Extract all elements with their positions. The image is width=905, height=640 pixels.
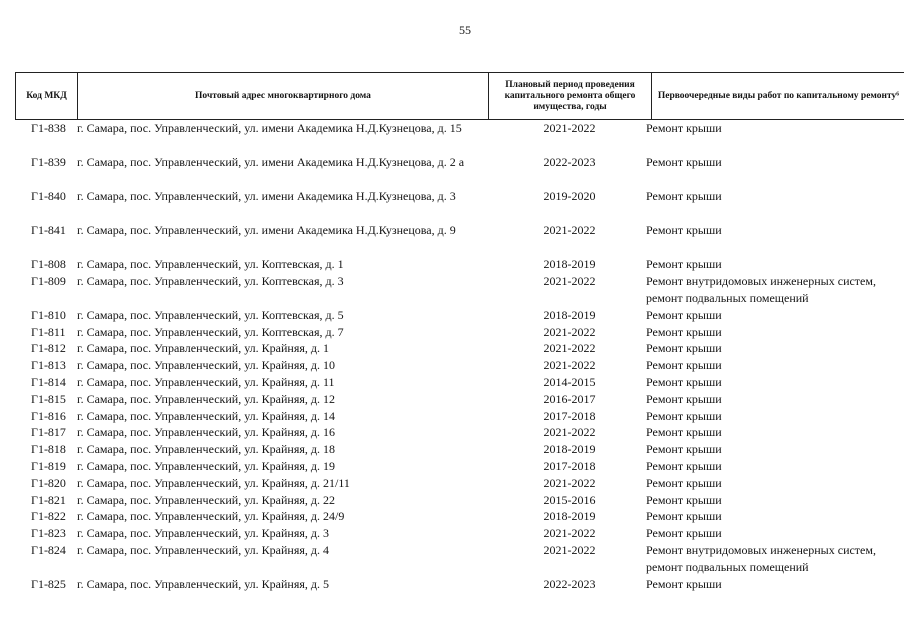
cell-address: г. Самара, пос. Управленческий, ул. Коптевская, д. 3 [77, 273, 344, 288]
cell-address: г. Самара, пос. Управленческий, ул. Крайняя, д. 22 [77, 492, 335, 507]
header-period: Плановый период проведения капитального ремонта общего имущества, годы [489, 73, 652, 119]
cell-code: Г1-838 [31, 121, 66, 135]
table-body [15, 120, 904, 593]
table-row [15, 525, 904, 542]
cell-code: Г1-811 [31, 324, 66, 339]
cell-work: Ремонт крыши [646, 425, 722, 440]
cell-period: 2021-2022 [543, 542, 596, 557]
cell-code: Г1-825 [31, 576, 66, 591]
cell-address: г. Самара, пос. Управленческий, ул. Крайняя, д. 16 [77, 425, 335, 440]
table-row [15, 273, 904, 307]
header-code: Код МКД [16, 73, 78, 119]
table-row [15, 307, 904, 324]
cell-code: Г1-822 [31, 509, 66, 524]
table-row [15, 154, 904, 188]
cell-address: г. Самара, пос. Управленческий, ул. имени Академика Н.Д.Кузнецова, д. 2 а [77, 155, 465, 169]
cell-work: Ремонт крыши [646, 307, 722, 322]
table-row [15, 475, 904, 492]
table-row [15, 508, 904, 525]
cell-work: Ремонт крыши [646, 324, 722, 339]
cell-address: г. Самара, пос. Управленческий, ул. Коптевская, д. 5 [77, 307, 344, 322]
cell-code: Г1-840 [31, 189, 66, 203]
cell-work: Ремонт крыши [646, 358, 722, 373]
table-row [15, 458, 904, 475]
cell-address: г. Самара, пос. Управленческий, ул. имени Академика Н.Д.Кузнецова, д. 3 [77, 189, 456, 203]
cell-work: Ремонт крыши [646, 257, 722, 271]
cell-work: Ремонт крыши [646, 576, 722, 591]
cell-period: 2021-2022 [543, 273, 596, 288]
cell-work: Ремонт крыши [646, 458, 722, 473]
cell-code: Г1-809 [31, 273, 66, 288]
cell-period: 2019-2020 [543, 189, 596, 203]
header-address: Почтовый адрес многоквартирного дома [78, 73, 489, 119]
cell-period: 2018-2019 [543, 257, 596, 271]
cell-address: г. Самара, пос. Управленческий, ул. Крайняя, д. 18 [77, 442, 335, 457]
table-row [15, 256, 904, 273]
cell-code: Г1-821 [31, 492, 66, 507]
cell-address: г. Самара, пос. Управленческий, ул. Крайняя, д. 10 [77, 358, 335, 373]
cell-period: 2021-2022 [543, 341, 596, 356]
table-header [15, 72, 904, 120]
cell-period: 2021-2022 [543, 475, 596, 490]
table-row [15, 542, 904, 576]
cell-address: г. Самара, пос. Управленческий, ул. Крайняя, д. 19 [77, 458, 335, 473]
cell-work: Ремонт крыши [646, 374, 722, 389]
cell-address: г. Самара, пос. Управленческий, ул. Крайняя, д. 14 [77, 408, 335, 423]
table-row [15, 441, 904, 458]
cell-work: Ремонт крыши [646, 492, 722, 507]
cell-period: 2018-2019 [543, 509, 596, 524]
cell-work: Ремонт крыши [646, 155, 722, 169]
cell-code: Г1-817 [31, 425, 66, 440]
cell-period: 2021-2022 [543, 324, 596, 339]
cell-address: г. Самара, пос. Управленческий, ул. Крайняя, д. 1 [77, 341, 329, 356]
cell-work: Ремонт крыши [646, 121, 722, 135]
cell-period: 2021-2022 [543, 121, 596, 135]
cell-address: г. Самара, пос. Управленческий, ул. Крайняя, д. 21/11 [77, 475, 350, 490]
cell-period: 2021-2022 [543, 425, 596, 440]
table-row [15, 576, 904, 593]
cell-period: 2014-2015 [543, 374, 596, 389]
cell-code: Г1-823 [31, 526, 66, 541]
cell-code: Г1-815 [31, 391, 66, 406]
cell-period: 2018-2019 [543, 307, 596, 322]
page-number: 55 [459, 23, 471, 37]
cell-period: 2021-2022 [543, 526, 596, 541]
cell-work: Ремонт крыши [646, 475, 722, 490]
table-row [15, 391, 904, 408]
cell-code: Г1-808 [31, 257, 66, 271]
cell-address: г. Самара, пос. Управленческий, ул. Крайняя, д. 3 [77, 526, 329, 541]
cell-address: г. Самара, пос. Управленческий, ул. Крайняя, д. 12 [77, 391, 335, 406]
cell-address: г. Самара, пос. Управленческий, ул. Крайняя, д. 4 [77, 542, 329, 557]
cell-period: 2015-2016 [543, 492, 596, 507]
cell-period: 2016-2017 [543, 391, 596, 406]
cell-address: г. Самара, пос. Управленческий, ул. Коптевская, д. 1 [77, 257, 344, 271]
cell-period: 2021-2022 [543, 358, 596, 373]
cell-work: Ремонт крыши [646, 223, 722, 237]
table-row [15, 374, 904, 391]
table-row [15, 222, 904, 256]
cell-address: г. Самара, пос. Управленческий, ул. Крайняя, д. 11 [77, 374, 335, 389]
cell-work: Ремонт крыши [646, 341, 722, 356]
cell-code: Г1-839 [31, 155, 66, 169]
cell-work: Ремонт крыши [646, 189, 722, 203]
table-row [15, 357, 904, 374]
cell-work: Ремонт крыши [646, 509, 722, 524]
cell-period: 2021-2022 [543, 223, 596, 237]
cell-code: Г1-824 [31, 542, 66, 557]
cell-code: Г1-813 [31, 358, 66, 373]
cell-work: Ремонт крыши [646, 526, 722, 541]
table-row [15, 324, 904, 341]
table-row [15, 120, 904, 154]
table-row [15, 408, 904, 425]
cell-period: 2018-2019 [543, 442, 596, 457]
cell-code: Г1-812 [31, 341, 66, 356]
cell-work: Ремонт внутридомовых инженерных систем, ремонт подвальных помещений [646, 542, 876, 574]
cell-address: г. Самара, пос. Управленческий, ул. имени Академика Н.Д.Кузнецова, д. 15 [77, 121, 462, 135]
cell-address: г. Самара, пос. Управленческий, ул. Крайняя, д. 24/9 [77, 509, 345, 524]
cell-work: Ремонт крыши [646, 408, 722, 423]
cell-address: г. Самара, пос. Управленческий, ул. Коптевская, д. 7 [77, 324, 344, 339]
cell-code: Г1-820 [31, 475, 66, 490]
table-row [15, 424, 904, 441]
cell-code: Г1-818 [31, 442, 66, 457]
cell-period: 2022-2023 [543, 155, 596, 169]
cell-work: Ремонт крыши [646, 442, 722, 457]
cell-period: 2017-2018 [543, 408, 596, 423]
table-row [15, 492, 904, 509]
cell-code: Г1-841 [31, 223, 66, 237]
cell-code: Г1-810 [31, 307, 66, 322]
cell-work: Ремонт крыши [646, 391, 722, 406]
cell-code: Г1-814 [31, 374, 66, 389]
cell-address: г. Самара, пос. Управленческий, ул. имени Академика Н.Д.Кузнецова, д. 9 [77, 223, 456, 237]
cell-address: г. Самара, пос. Управленческий, ул. Крайняя, д. 5 [77, 576, 329, 591]
table-row [15, 188, 904, 222]
table-row [15, 340, 904, 357]
header-works: Первоочередные виды работ по капитальному ремонту⁶ [657, 90, 900, 101]
cell-work: Ремонт внутридомовых инженерных систем, ремонт подвальных помещений [646, 273, 876, 305]
cell-code: Г1-819 [31, 458, 66, 473]
cell-period: 2017-2018 [543, 458, 596, 473]
cell-period: 2022-2023 [543, 576, 596, 591]
cell-code: Г1-816 [31, 408, 66, 423]
